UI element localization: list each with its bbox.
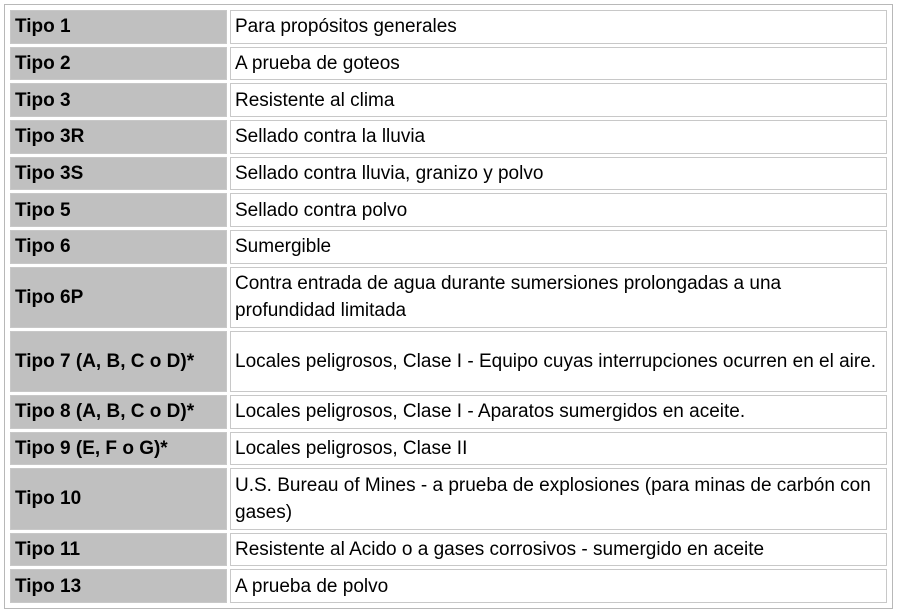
table-row	[10, 47, 887, 81]
type-cell: Tipo 1	[10, 10, 227, 44]
type-cell: Tipo 3R	[10, 120, 227, 154]
description-cell: Locales peligrosos, Clase I - Equipo cuyas interrupciones ocurren en el aire.	[230, 331, 887, 392]
description-cell: A prueba de polvo	[230, 569, 887, 603]
type-cell: Tipo 10	[10, 468, 227, 529]
table-row	[10, 10, 887, 44]
description-cell: Resistente al clima	[230, 83, 887, 117]
type-cell: Tipo 13	[10, 569, 227, 603]
table-row	[10, 395, 887, 429]
description-cell: Para propósitos generales	[230, 10, 887, 44]
description-cell: Sellado contra la lluvia	[230, 120, 887, 154]
type-cell: Tipo 7 (A, B, C o D)*	[10, 331, 227, 392]
type-cell: Tipo 11	[10, 533, 227, 567]
table-row	[10, 83, 887, 117]
description-cell: Sellado contra lluvia, granizo y polvo	[230, 157, 887, 191]
table-row	[10, 230, 887, 264]
table-row	[10, 331, 887, 392]
table-row	[10, 432, 887, 466]
table-row	[10, 267, 887, 328]
description-cell: Sumergible	[230, 230, 887, 264]
table-row	[10, 533, 887, 567]
type-cell: Tipo 6P	[10, 267, 227, 328]
description-cell: Locales peligrosos, Clase II	[230, 432, 887, 466]
type-cell: Tipo 5	[10, 193, 227, 227]
enclosure-types-table-container	[4, 4, 893, 609]
table-row	[10, 120, 887, 154]
table-row	[10, 157, 887, 191]
type-cell: Tipo 3S	[10, 157, 227, 191]
description-cell: Resistente al Acido o a gases corrosivos - sumergido en aceite	[230, 533, 887, 567]
description-cell: U.S. Bureau of Mines - a prueba de explosiones (para minas de carbón con gases)	[230, 468, 887, 529]
table-row	[10, 569, 887, 603]
description-cell: Sellado contra polvo	[230, 193, 887, 227]
table-row	[10, 468, 887, 529]
description-cell: Locales peligrosos, Clase I - Aparatos sumergidos en aceite.	[230, 395, 887, 429]
table-row	[10, 193, 887, 227]
description-cell: A prueba de goteos	[230, 47, 887, 81]
type-cell: Tipo 8 (A, B, C o D)*	[10, 395, 227, 429]
enclosure-types-table	[7, 7, 890, 606]
type-cell: Tipo 3	[10, 83, 227, 117]
type-cell: Tipo 9 (E, F o G)*	[10, 432, 227, 466]
type-cell: Tipo 2	[10, 47, 227, 81]
type-cell: Tipo 6	[10, 230, 227, 264]
description-cell: Contra entrada de agua durante sumersiones prolongadas a una profundidad limitada	[230, 267, 887, 328]
